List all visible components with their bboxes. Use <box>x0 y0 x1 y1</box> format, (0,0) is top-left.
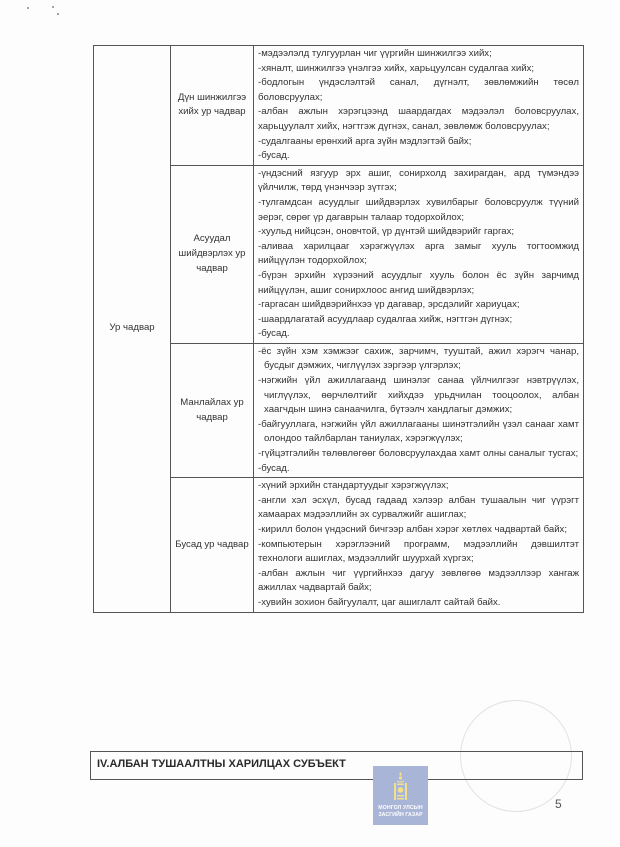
watermark-caption: ЗАСГИЙН ГАЗАР <box>378 811 423 818</box>
list-item: -мэдээлэлд тулгуурлан чиг үүргийн шинжилгээ хийх; <box>258 48 492 59</box>
section-items <box>254 478 584 612</box>
list-item: -бусад. <box>258 462 290 474</box>
list-item: -хуульд нийцсэн, оновчтой, үр дүнтэй шийдвэрийг гаргах; <box>258 226 515 238</box>
scan-speck <box>27 7 29 9</box>
list-item: -бусад. <box>258 328 290 340</box>
section-label: Дүн шинжилгээ хийх ур чадвар <box>171 46 254 166</box>
list-item: -хүний эрхийн стандартуудыг хэрэгжүүлэх; <box>258 480 449 492</box>
list-item: -аливаа харилцааг хэрэгжүүлэх арга замыг хууль тогтоомжид нийцүүлэн тодорхойлох; <box>258 240 579 267</box>
list-item: -бүрэн эрхийн хүрээний асуудлыг хууль болон ёс зүйн зарчимд нийцүүлэн, ашиг сонирхлоос ангид шийдвэрлэх; <box>258 269 579 296</box>
list-item: -нэгжийн үйл ажиллагаанд шинэлэг санаа үйлчилгээг нэвтрүүлэх, чиглүүлэх, өөрчлөлтийг хийхдээ урьдчилан тооцоолох, албан хаагчдын шинэ санаачилга, бүтээлч хандлагыг дэмжих; <box>258 375 579 416</box>
outer-category-label: Ур чадвар <box>94 46 171 613</box>
list-item: -компьютерын хэрэглээний программ, мэдээллийн дэвшилтэт технологи ашиглах, мэдээллийг шуурхай хүргэх; <box>258 538 579 565</box>
scan-speck <box>57 13 59 15</box>
section-items <box>254 343 584 477</box>
soyombo-emblem-icon <box>394 772 407 802</box>
scan-speck <box>52 6 54 8</box>
section-items <box>254 46 584 166</box>
list-item: -ёс зүйн хэм хэмжээг сахиж, зарчимч, тууштай, ажил хэрэгч чанар, бусдыг дэмжих, чиглүүлэх зэргээр үлгэрлэх; <box>258 345 579 372</box>
list-item: -гаргасан шийдвэрийнхээ үр дагавар, эрсдэлийг хариуцах; <box>258 299 520 311</box>
section-label: Асуудал шийдвэрлэх ур чадвар <box>171 165 254 343</box>
list-item: -үндэсний язгуур эрх ашиг, сонирхолд захирагдан, ард түмэндээ үйлчилж, төрд үнэнчээр зүтгэх; <box>258 167 579 194</box>
section-items <box>254 165 584 343</box>
watermark-caption: МОНГОЛ УЛСЫН <box>378 805 423 811</box>
list-item: -гүйцэтгэлийн төлөвлөгөөг боловсруулахдаа хамт олны саналыг тусгах; <box>258 448 579 460</box>
list-item: -тулгамдсан асуудлыг шийдвэрлэх хувилбарыг боловсруулж түүний эерэг, сөрөг үр дагаврын талаар тодорхойлох; <box>258 196 579 223</box>
page-number: 5 <box>555 797 562 811</box>
section-heading: IV.АЛБАН ТУШААЛТНЫ ХАРИЛЦАХ СУБЪЕКТ <box>90 751 583 780</box>
list-item: -бусад. <box>258 150 290 162</box>
list-item: -шаардлагатай асуудлаар судалгаа хийж, нэгтгэн дүгнэх; <box>258 313 513 325</box>
competency-table <box>93 45 584 613</box>
list-item: -бодлогын үндэслэлтэй санал, дүгнэлт, зөвлөмжийн төсөл боловсруулах; <box>258 77 579 103</box>
list-item: -судалгааны ерөнхий арга зүйн мэдлэгтэй байх; <box>258 135 472 147</box>
table-row <box>94 46 584 166</box>
list-item: -кирилл болон үндэсний бичгээр албан хэрэг хөтлөх чадвартай байх; <box>258 524 568 535</box>
list-item: -хяналт, шинжилгээ үнэлгээ хийх, харьцуулсан судалгаа хийх; <box>258 62 535 74</box>
section-label: Бусад ур чадвар <box>171 478 254 612</box>
list-item: -албан ажлын чиг үүргийнхээ дагуу зөвлөгөө мэдээллээр хангаж ажиллах чадвартай байх; <box>258 567 579 594</box>
list-item: -англи хэл эсхүл, бусад гадаад хэлээр албан тушаалын чиг үүрэгт хамаарах мэдээллийн эх сурвалжийг ашиглах; <box>258 494 579 521</box>
list-item: -байгууллага, нэгжийн үйл ажиллагааны шинэтгэлийн үзэл санааг хамт олондоо тайлбарлан таниулах, хэрэгжүүлэх; <box>258 418 579 445</box>
section-label: Манлайлах ур чадвар <box>171 343 254 477</box>
list-item: -хувийн зохион байгуулалт, цаг ашиглалт сайтай байх. <box>258 596 501 608</box>
government-watermark <box>373 766 428 825</box>
list-item: -албан ажлын хэрэгцээнд шаардагдах мэдээлэл боловсруулах, харьцуулалт хийх, нэгтгэж дүгнэх, санал, зөвлөмж боловсруулах; <box>258 106 579 132</box>
